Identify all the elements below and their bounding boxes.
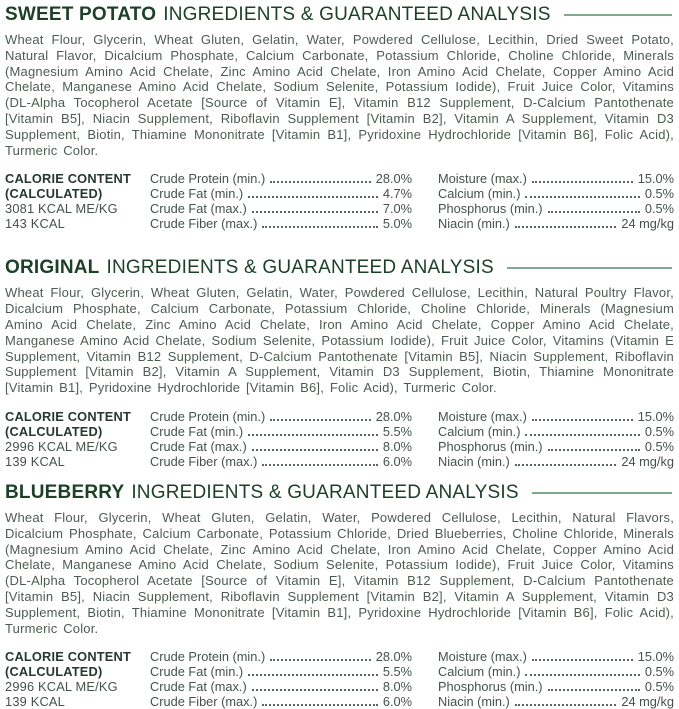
- calorie-me-kg: 2996 KCAL ME/KG: [5, 438, 118, 454]
- analysis-row: [438, 216, 674, 231]
- analysis-column-left: [150, 649, 412, 709]
- analysis-label: Crude Fat (max.): [150, 201, 247, 217]
- analysis-value: 28.0%: [375, 649, 412, 665]
- analysis-label: Crude Protein (min.): [150, 649, 266, 665]
- calorie-kcal: 143 KCAL: [5, 216, 65, 232]
- analysis-value: 24 mg/kg: [621, 216, 674, 232]
- analysis-row: [150, 216, 412, 231]
- calorie-kcal: 139 KCAL: [5, 694, 65, 709]
- analysis-value: 15.0%: [637, 408, 674, 424]
- analysis-value: 0.5%: [644, 201, 674, 217]
- analysis-value: 0.5%: [644, 679, 674, 695]
- section-heading: [5, 4, 674, 26]
- dot-leader: [262, 226, 377, 228]
- analysis-row: [150, 201, 412, 216]
- section-heading: [5, 257, 674, 279]
- analysis-label: Crude Fat (min.): [150, 423, 244, 439]
- section-blueberry: [5, 482, 674, 709]
- analysis-row: [438, 679, 674, 694]
- analysis-value: 0.5%: [644, 423, 674, 439]
- analysis-row: [438, 201, 674, 216]
- dot-leader: [548, 689, 640, 691]
- analysis-column-right: [438, 409, 674, 469]
- analysis-value: 8.0%: [382, 679, 412, 695]
- analysis-row: [150, 424, 412, 439]
- guaranteed-analysis-table: [5, 171, 674, 231]
- section-original: [5, 257, 674, 469]
- analysis-value: 6.0%: [382, 453, 412, 469]
- analysis-column-left: [150, 409, 412, 469]
- analysis-label: Crude Fat (max.): [150, 679, 247, 695]
- dot-leader: [532, 419, 633, 421]
- dot-leader: [270, 181, 370, 183]
- heading-rule-line: [564, 14, 672, 16]
- analysis-value: 0.5%: [644, 664, 674, 680]
- analysis-label: Niacin (min.): [438, 694, 510, 709]
- analysis-row: [150, 679, 412, 694]
- analysis-row: [150, 454, 412, 469]
- analysis-value: 15.0%: [637, 171, 674, 187]
- calorie-me-kg: 3081 KCAL ME/KG: [5, 201, 118, 217]
- analysis-value: 6.0%: [382, 694, 412, 709]
- dot-leader: [248, 674, 378, 676]
- ingredients-paragraph: Wheat Flour, Glycerin, Wheat Gluten, Gelatin, Water, Powdered Cellulose, Lecithin, Dried Sweet Potato, Natural Flavor, Dicalcium Phosphate, Calcium Carbonate, Potassium Chloride, Choline Chloride, Minerals (Magnesium Amino Acid Chelate, Zinc Amino Acid Chelate, Iron Amino Acid Chelate, Copper Amino Acid Chelate, Manganese Amino Acid Chelate, Sodium Selenite, Potassium Iodide), Fruit Juice Color, Vitamins (DL-Alpha Tocopherol Acetate [Source of Vitamin E], Vitamin B12 Supplement, D-Calcium Pantothenate [Vitamin B5], Niacin Supplement, Riboflavin Supplement [Vitamin B2], Vitamin A Supplement, Vitamin D3 Supplement, Biotin, Thiamine Mononitrate [Vitamin B1], Pyridoxine Hydrochloride [Vitamin B6], Folic Acid), Turmeric Color.: [5, 32, 674, 158]
- dot-leader: [270, 419, 370, 421]
- analysis-row: [150, 694, 412, 709]
- dot-leader: [252, 449, 378, 451]
- analysis-value: 5.5%: [382, 423, 412, 439]
- analysis-value: 5.0%: [382, 216, 412, 232]
- analysis-value: 24 mg/kg: [621, 694, 674, 709]
- analysis-value: 0.5%: [644, 186, 674, 202]
- dot-leader: [548, 449, 640, 451]
- calorie-kcal: 139 KCAL: [5, 453, 65, 469]
- analysis-row: [438, 694, 674, 709]
- dot-leader: [525, 674, 639, 676]
- analysis-value: 28.0%: [375, 171, 412, 187]
- analysis-row: [438, 409, 674, 424]
- calorie-content-title-line1: CALORIE CONTENT: [5, 171, 131, 187]
- analysis-label: Phosphorus (min.): [438, 679, 543, 695]
- dot-leader: [252, 211, 378, 213]
- analysis-label: Phosphorus (min.): [438, 201, 543, 217]
- analysis-value: 4.7%: [382, 186, 412, 202]
- analysis-column-right: [438, 171, 674, 231]
- dot-leader: [252, 689, 378, 691]
- analysis-value: 24 mg/kg: [621, 453, 674, 469]
- analysis-row: [438, 439, 674, 454]
- guaranteed-analysis-table: [5, 649, 674, 709]
- ingredients-paragraph: Wheat Flour, Glycerin, Wheat Gluten, Gelatin, Water, Powdered Cellulose, Lecithin, Natural Flavors, Dicalcium Phosphate, Calcium Carbonate, Potassium Chloride, Dried Blueberries, Choline Chloride, Minerals (Magnesium Amino Acid Chelate, Zinc Amino Acid Chelate, Iron Amino Acid Chelate, Copper Amino Acid Chelate, Manganese Amino Acid Chelate, Sodium Selenite, Potassium Iodide), Fruit Juice Color, Vitamins (DL-Alpha Tocopherol Acetate [Source of Vitamin E], Vitamin B12 Supplement, D-Calcium Pantothenate [Vitamin B5], Niacin Supplement, Riboflavin Supplement [Vitamin B2], Vitamin A Supplement, Vitamin D3 Supplement, Biotin, Thiamine Mononitrate [Vitamin B1], Pyridoxine Hydrochloride [Vitamin B6], Folic Acid), Turmeric Color.: [5, 509, 674, 636]
- dot-leader: [248, 196, 378, 198]
- analysis-label: Niacin (min.): [438, 453, 510, 469]
- analysis-row: [150, 649, 412, 664]
- analysis-value: 28.0%: [375, 408, 412, 424]
- analysis-row: [438, 649, 674, 664]
- analysis-label: Crude Fiber (max.): [150, 216, 258, 232]
- dot-leader: [532, 181, 633, 183]
- analysis-label: Calcium (min.): [438, 423, 521, 439]
- analysis-row: [438, 424, 674, 439]
- heading-rule-line: [532, 492, 672, 494]
- calorie-content-title-line1: CALORIE CONTENT: [5, 408, 131, 424]
- analysis-row: [438, 454, 674, 469]
- analysis-label: Crude Fat (min.): [150, 186, 244, 202]
- dot-leader: [248, 434, 378, 436]
- calorie-content-block: [5, 171, 150, 231]
- section-heading: [5, 482, 674, 504]
- analysis-value: 8.0%: [382, 438, 412, 454]
- heading-rule-line: [507, 267, 672, 269]
- calorie-content-title-line2: (CALCULATED): [5, 664, 103, 680]
- analysis-label: Phosphorus (min.): [438, 438, 543, 454]
- analysis-label: Crude Protein (min.): [150, 408, 266, 424]
- analysis-column-left: [150, 171, 412, 231]
- calorie-content-title-line1: CALORIE CONTENT: [5, 649, 131, 665]
- guaranteed-analysis-table: [5, 409, 674, 469]
- calorie-content-block: [5, 409, 150, 469]
- analysis-label: Moisture (max.): [438, 171, 527, 187]
- analysis-row: [438, 186, 674, 201]
- dot-leader: [262, 704, 377, 706]
- dot-leader: [515, 464, 617, 466]
- dot-leader: [532, 659, 633, 661]
- analysis-label: Niacin (min.): [438, 216, 510, 232]
- analysis-label: Crude Fat (min.): [150, 664, 244, 680]
- analysis-value: 5.5%: [382, 664, 412, 680]
- analysis-row: [438, 171, 674, 186]
- analysis-row: [150, 171, 412, 186]
- calorie-content-title-line2: (CALCULATED): [5, 423, 103, 439]
- dot-leader: [262, 464, 377, 466]
- analysis-label: Moisture (max.): [438, 408, 527, 424]
- analysis-row: [150, 439, 412, 454]
- dot-leader: [515, 704, 617, 706]
- analysis-label: Crude Protein (min.): [150, 171, 266, 187]
- dot-leader: [548, 211, 640, 213]
- flavor-name: ORIGINAL: [5, 257, 100, 279]
- dot-leader: [525, 434, 639, 436]
- calorie-content-title-line2: (CALCULATED): [5, 186, 103, 202]
- analysis-label: Calcium (min.): [438, 186, 521, 202]
- section-sweet-potato: [5, 4, 674, 231]
- analysis-row: [150, 664, 412, 679]
- analysis-label: Crude Fat (max.): [150, 438, 247, 454]
- heading-suffix: INGREDIENTS & GUARANTEED ANALYSIS: [163, 4, 551, 25]
- analysis-row: [438, 664, 674, 679]
- analysis-label: Crude Fiber (max.): [150, 694, 258, 709]
- dot-leader: [525, 196, 639, 198]
- flavor-name: BLUEBERRY: [5, 481, 125, 503]
- dot-leader: [515, 226, 617, 228]
- analysis-value: 0.5%: [644, 438, 674, 454]
- analysis-value: 7.0%: [382, 201, 412, 217]
- analysis-label: Calcium (min.): [438, 664, 521, 680]
- ingredients-paragraph: Wheat Flour, Glycerin, Wheat Gluten, Gelatin, Water, Powdered Cellulose, Lecithin, Natural Poultry Flavor, Dicalcium Phosphate, Calcium Carbonate, Potassium Chloride, Choline Chloride, Minerals (Magnesium Amino Acid Chelate, Zinc Amino Acid Chelate, Iron Amino Acid Chelate, Copper Amino Acid Chelate, Manganese Amino Acid Chelate, Sodium Selenite, Potassium Iodide), Fruit Juice Color, Vitamins (Vitamin E Supplement, Vitamin B12 Supplement, D-Calcium Pantothenate [Vitamin B5], Niacin Supplement, Riboflavin Supplement [Vitamin B2], Vitamin A Supplement, Vitamin D3 Supplement, Biotin, Thiamine Mononitrate [Vitamin B1], Pyridoxine Hydrochloride [Vitamin B6], Folic Acid), Turmeric Color.: [5, 285, 674, 396]
- analysis-row: [150, 409, 412, 424]
- calorie-content-block: [5, 649, 150, 709]
- dot-leader: [270, 659, 370, 661]
- analysis-value: 15.0%: [637, 649, 674, 665]
- analysis-label: Crude Fiber (max.): [150, 453, 258, 469]
- analysis-column-right: [438, 649, 674, 709]
- analysis-label: Moisture (max.): [438, 649, 527, 665]
- flavor-name: SWEET POTATO: [5, 4, 157, 25]
- heading-suffix: INGREDIENTS & GUARANTEED ANALYSIS: [106, 257, 494, 279]
- calorie-me-kg: 2996 KCAL ME/KG: [5, 679, 118, 695]
- analysis-row: [150, 186, 412, 201]
- heading-suffix: INGREDIENTS & GUARANTEED ANALYSIS: [131, 481, 519, 503]
